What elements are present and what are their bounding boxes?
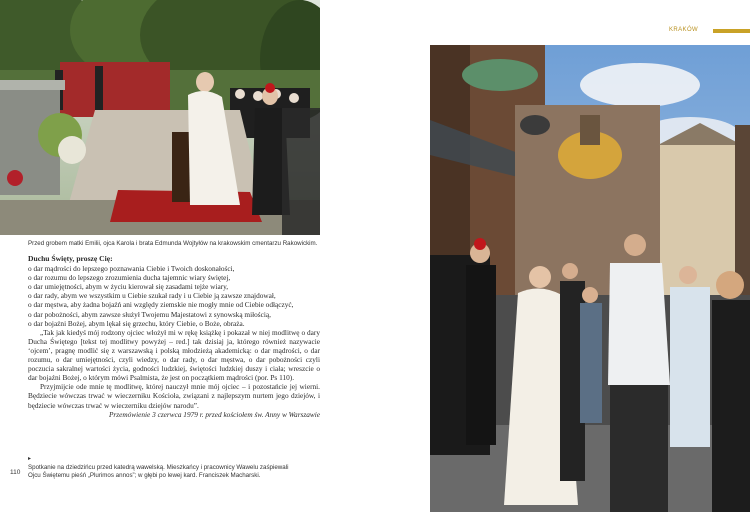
prayer-line: o dar rozumu do lepszego zrozumienia ducha tajemnic wiary świętej, xyxy=(28,273,231,283)
cemetery-photo-illustration xyxy=(0,0,320,235)
prayer-line: o dar mądrości do lepszego poznawania Ciebie i Twoich doskonałości, xyxy=(28,264,235,274)
homily-paragraph-1: „Tak jak kiedyś mój rodzony ojciec włożył mi w rękę książkę i pokazał w niej modlitwę o dary Ducha Świętego [tekst tej modlitwy powyżej – red.] tak dzisiaj ja, którego również nazywacie ‘ojcem’, pragnę modlić się z warszawską i polską młodzieżą akademicką: o dar mądrości, o dar rozumu, o dar umiejętności, czyli wiedzy, o dar rady, o dar męstwa, o dar pobożności czyli poczucia sakralnej wartości życia, godności ludzkiej, świętości ludzkiej duszy i ciała; wreszcie o dar bojaźni Bożej, o którym mówi Psalmista, że jest on początkiem mądrości (por. Ps 110). xyxy=(28,327,320,383)
page-number: 110 xyxy=(10,469,21,476)
photo-wawel-meeting xyxy=(430,45,750,512)
photo-caption-cemetery: Przed grobem matki Emilii, ojca Karola i brata Edmunda Wojtyłów na krakowskim cmentarzu Rakowickim. xyxy=(28,240,318,247)
prayer-line: o dar męstwa, aby żadna bojaźń ani względy ziemskie nie mogły mnie od Ciebie odłączyć, xyxy=(28,300,294,310)
prayer-line: o dar umiejętności, abym w życiu kierował się zasadami tejże wiary, xyxy=(28,282,229,292)
prayer-line: o dar rady, abym we wszystkim u Ciebie szukał rady i u Ciebie ją zawsze znajdował, xyxy=(28,291,276,301)
homily-source: Przemówienie 3 czerwca 1979 r. przed kościołem św. Anny w Warszawie xyxy=(108,409,320,419)
photo-cemetery-prayer xyxy=(0,0,320,235)
photo-caption-wawel: Spotkanie na dziedzińcu przed katedrą wawelską. Mieszkańcy i pracownicy Wawelu zaśpiewali Ojcu Świętemu pieśń „Plurimos annos”; w głębi po lewej kard. Franciszek Macharski. xyxy=(28,464,289,480)
wawel-photo-illustration xyxy=(430,45,750,512)
caption-arrow-icon: ▸ xyxy=(28,455,32,462)
section-accent-bar xyxy=(713,29,750,33)
prayer-lead: Duchu Święty, proszę Cię: xyxy=(28,254,113,263)
prayer-line: o dar pobożności, abym zawsze służył Twojemu Majestatowi z synowską miłością, xyxy=(28,309,271,319)
homily-paragraph-2: Przyjmijcie ode mnie tę modlitwę, której nauczył mnie mój ojciec – i pozostańcie jej wierni. Będziecie wówczas trwać w wieczerniku Kościoła, związani z najlepszym nurtem jego dziejów, i będziecie wówczas trwać w wieczerniku dziejów narodu”. xyxy=(28,382,320,410)
prayer-text xyxy=(28,254,320,419)
section-title: KRAKÓW xyxy=(669,27,699,33)
prayer-line: o dar bojaźni Bożej, abym lękał się grzechu, który Ciebie, o Boże, obraża. xyxy=(28,318,245,328)
